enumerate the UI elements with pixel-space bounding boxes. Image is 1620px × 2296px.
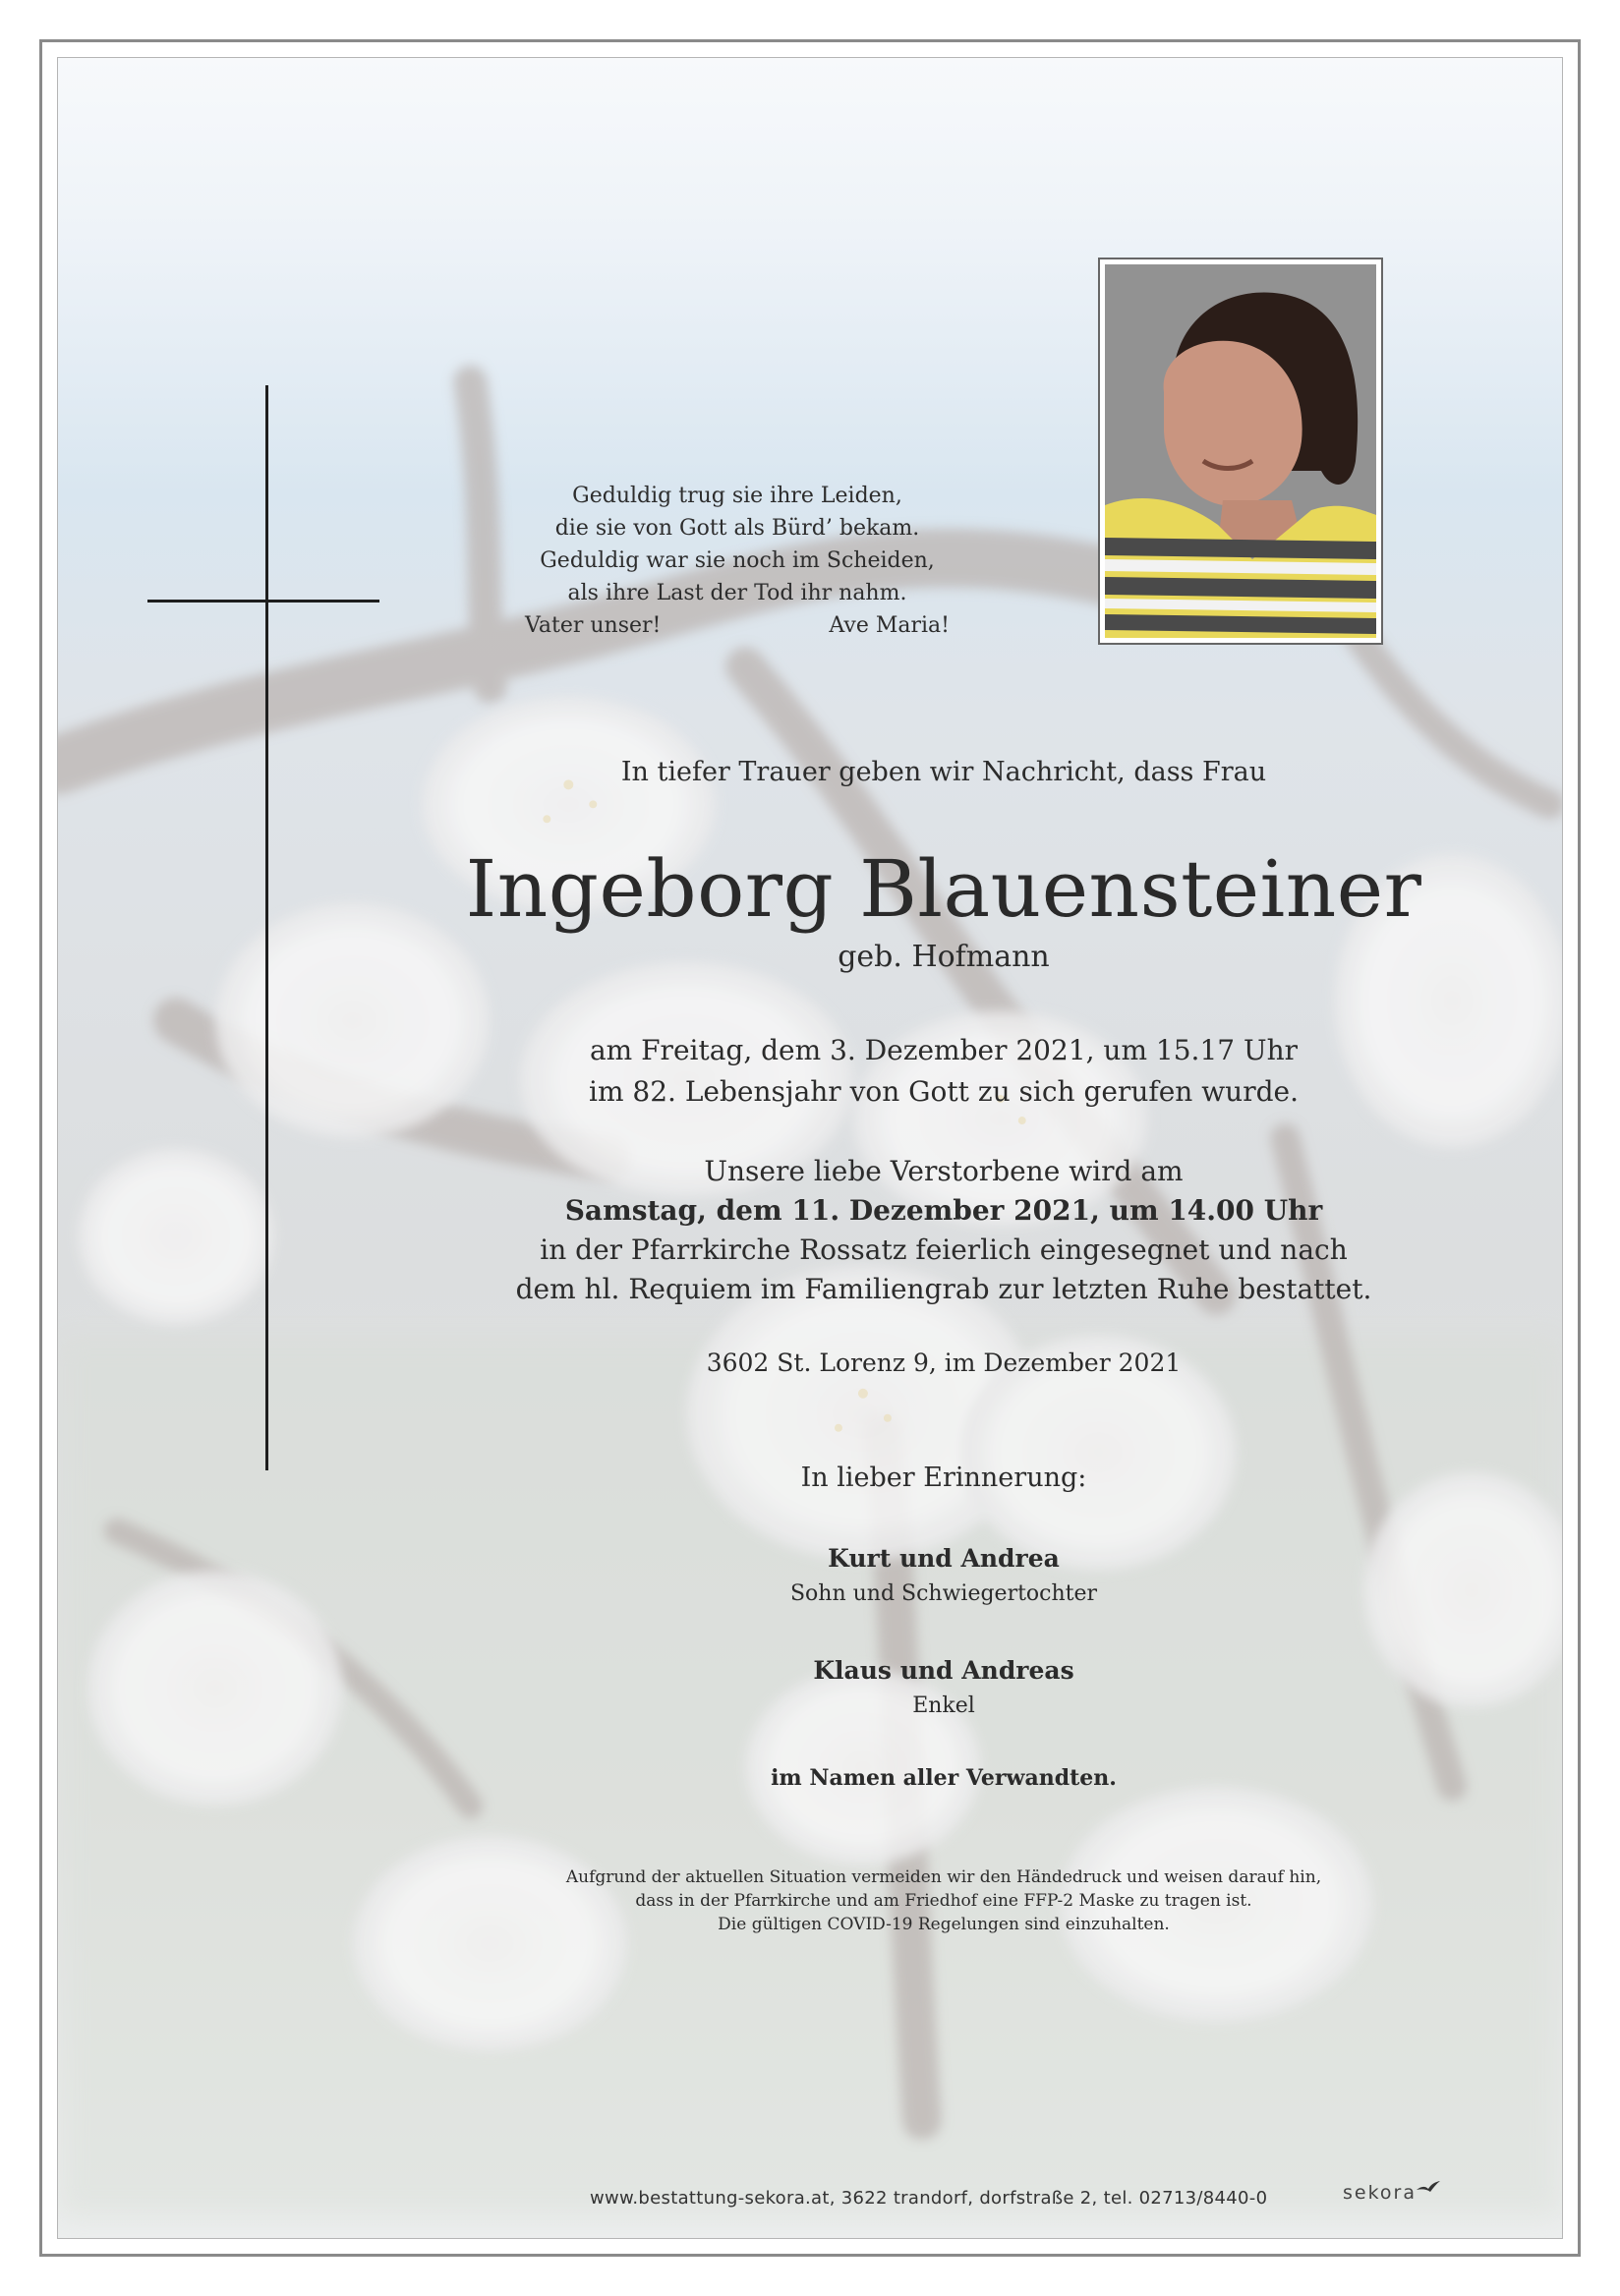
notice-line: dass in der Pfarrkirche und am Friedhof eine FFP-2 Maske zu tragen ist. <box>635 1891 1252 1911</box>
mourner-group-grandchildren <box>452 1653 1435 1724</box>
notice-line: Die gültigen COVID-19 Regelungen sind einzuhalten. <box>718 1915 1170 1934</box>
bird-logo-icon <box>1416 2180 1441 2194</box>
place-and-date: 3602 St. Lorenz 9, im Dezember 2021 <box>706 1349 1182 1377</box>
poem-prayers <box>511 609 963 642</box>
covid-notice <box>452 1866 1435 1936</box>
prayer-ave-maria: Ave Maria! <box>829 613 950 638</box>
announcement-intro: In tiefer Trauer geben wir Nachricht, dass Frau <box>620 757 1267 787</box>
death-details <box>452 1030 1435 1113</box>
poem-line: Geduldig trug sie ihre Leiden, <box>572 484 902 508</box>
mourner-names: Klaus und Andreas <box>813 1656 1074 1685</box>
cross-vertical-bar <box>265 385 268 1470</box>
death-age-line: im 82. Lebensjahr von Gott zu sich gerufen wurde. <box>588 1075 1299 1108</box>
poem-line: Geduldig war sie noch im Scheiden, <box>540 548 935 573</box>
portrait-photo <box>1098 258 1383 645</box>
mourner-names: Kurt und Andrea <box>828 1544 1060 1573</box>
notice-line: Aufgrund der aktuellen Situation vermeiden wir den Händedruck und weisen darauf hin, <box>565 1867 1322 1887</box>
death-date-line: am Freitag, dem 3. Dezember 2021, um 15.17 Uhr <box>589 1034 1298 1066</box>
poem-line: als ihre Last der Tod ihr nahm. <box>567 581 907 605</box>
footer-contact: www.bestattung-sekora.at, 3622 trandorf, dorfstraße 2, tel. 02713/8440-0 <box>590 2188 1268 2209</box>
deceased-name: Ingeborg Blauensteiner <box>465 843 1422 935</box>
birth-name: geb. Hofmann <box>838 940 1050 974</box>
memory-heading: In lieber Erinnerung: <box>800 1463 1087 1493</box>
funeral-date-line: Samstag, dem 11. Dezember 2021, um 14.00 Uhr <box>564 1194 1323 1227</box>
cross-horizontal-bar <box>147 600 379 603</box>
mourner-group-son <box>452 1541 1435 1612</box>
prayer-vater-unser: Vater unser! <box>525 613 662 638</box>
mourner-relation: Enkel <box>912 1693 975 1718</box>
funeral-burial-line: dem hl. Requiem im Familiengrab zur letzten Ruhe bestattet. <box>515 1273 1372 1305</box>
poem-line: die sie von Gott als Bürd’ bekam. <box>554 516 920 541</box>
funeral-details <box>452 1152 1435 1309</box>
portrait-image <box>1105 264 1376 638</box>
sekora-logo: sekora <box>1343 2182 1417 2204</box>
funeral-intro-line: Unsere liebe Verstorbene wird am <box>704 1155 1184 1187</box>
mourner-relation: Sohn und Schwiegertochter <box>789 1581 1098 1606</box>
poem <box>511 480 963 642</box>
funeral-church-line: in der Pfarrkirche Rossatz feierlich eingesegnet und nach <box>540 1234 1348 1266</box>
closing-line: im Namen aller Verwandten. <box>771 1765 1117 1791</box>
